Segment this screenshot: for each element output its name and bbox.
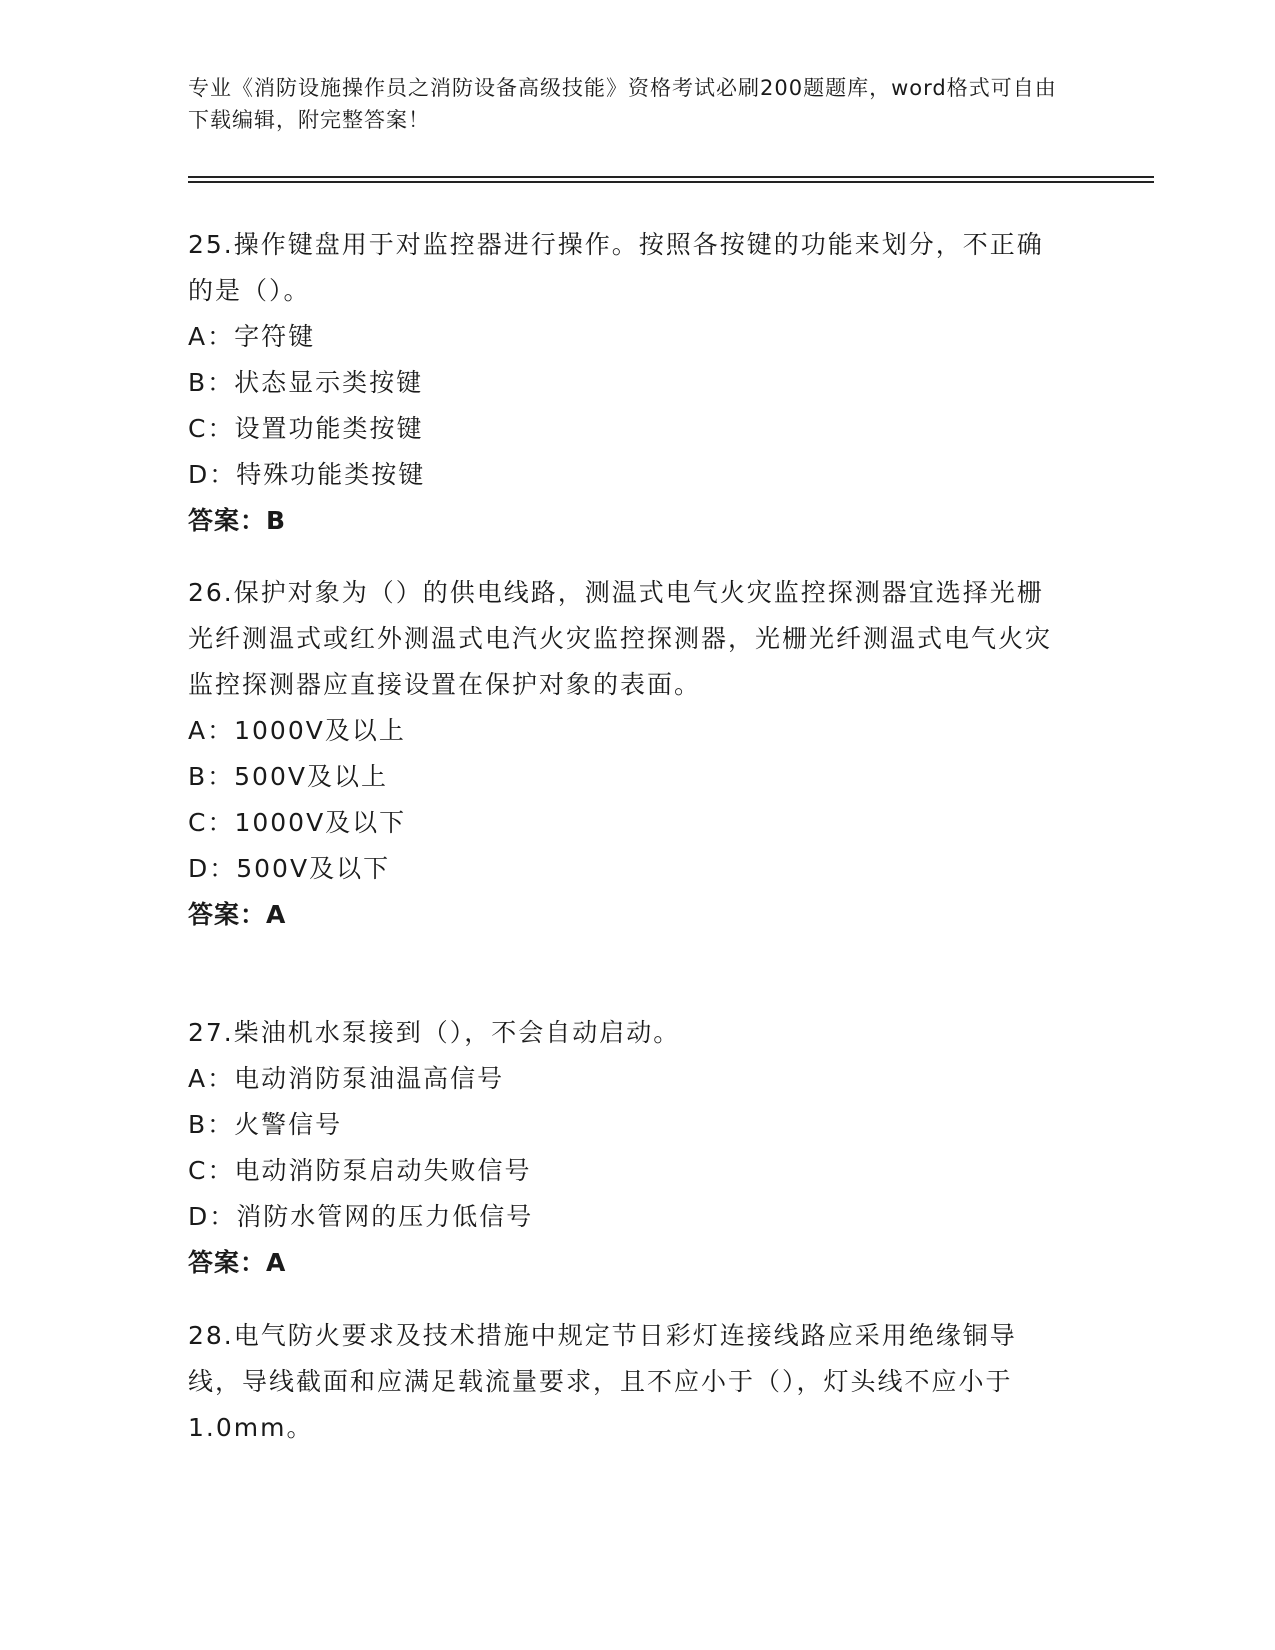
option-d: D：特殊功能类按键 — [188, 460, 426, 489]
question-27 — [188, 1010, 1068, 1286]
answer: 答案：A — [188, 900, 287, 929]
option-d: D：500V及以下 — [188, 854, 391, 883]
header-divider-top — [188, 176, 1154, 178]
option-b: B：火警信号 — [188, 1110, 343, 1139]
option-a: A：电动消防泵油温高信号 — [188, 1064, 505, 1093]
option-b: B：500V及以上 — [188, 762, 388, 791]
option-a: A：1000V及以上 — [188, 716, 406, 745]
question-25 — [188, 222, 1068, 544]
question-stem: 25.操作键盘用于对监控器进行操作。按照各按键的功能来划分，不正确的是（）。 — [188, 230, 1044, 305]
option-c: C：1000V及以下 — [188, 808, 407, 837]
question-stem: 27.柴油机水泵接到（），不会自动启动。 — [188, 1018, 681, 1047]
question-26 — [188, 570, 1068, 938]
header-divider-bottom — [188, 181, 1154, 183]
question-28 — [188, 1313, 1068, 1451]
question-stem: 26.保护对象为（）的供电线路，测温式电气火灾监控探测器宜选择光栅光纤测温式或红外测温式电汽火灾监控探测器，光栅光纤测温式电气火灾监控探测器应直接设置在保护对象的表面。 — [188, 578, 1053, 699]
option-d: D：消防水管网的压力低信号 — [188, 1202, 534, 1231]
document-intro: 专业《消防设施操作员之消防设备高级技能》资格考试必刷200题题库，word格式可自由下载编辑，附完整答案！ — [188, 76, 1057, 132]
answer: 答案：B — [188, 506, 287, 535]
option-c: C：电动消防泵启动失败信号 — [188, 1156, 532, 1185]
question-stem: 28.电气防火要求及技术措施中规定节日彩灯连接线路应采用绝缘铜导线，导线截面和应满足载流量要求，且不应小于（），灯头线不应小于1.0mm。 — [188, 1321, 1017, 1442]
option-b: B：状态显示类按键 — [188, 368, 424, 397]
answer: 答案：A — [188, 1248, 287, 1277]
option-c: C：设置功能类按键 — [188, 414, 424, 443]
option-a: A：字符键 — [188, 322, 316, 351]
